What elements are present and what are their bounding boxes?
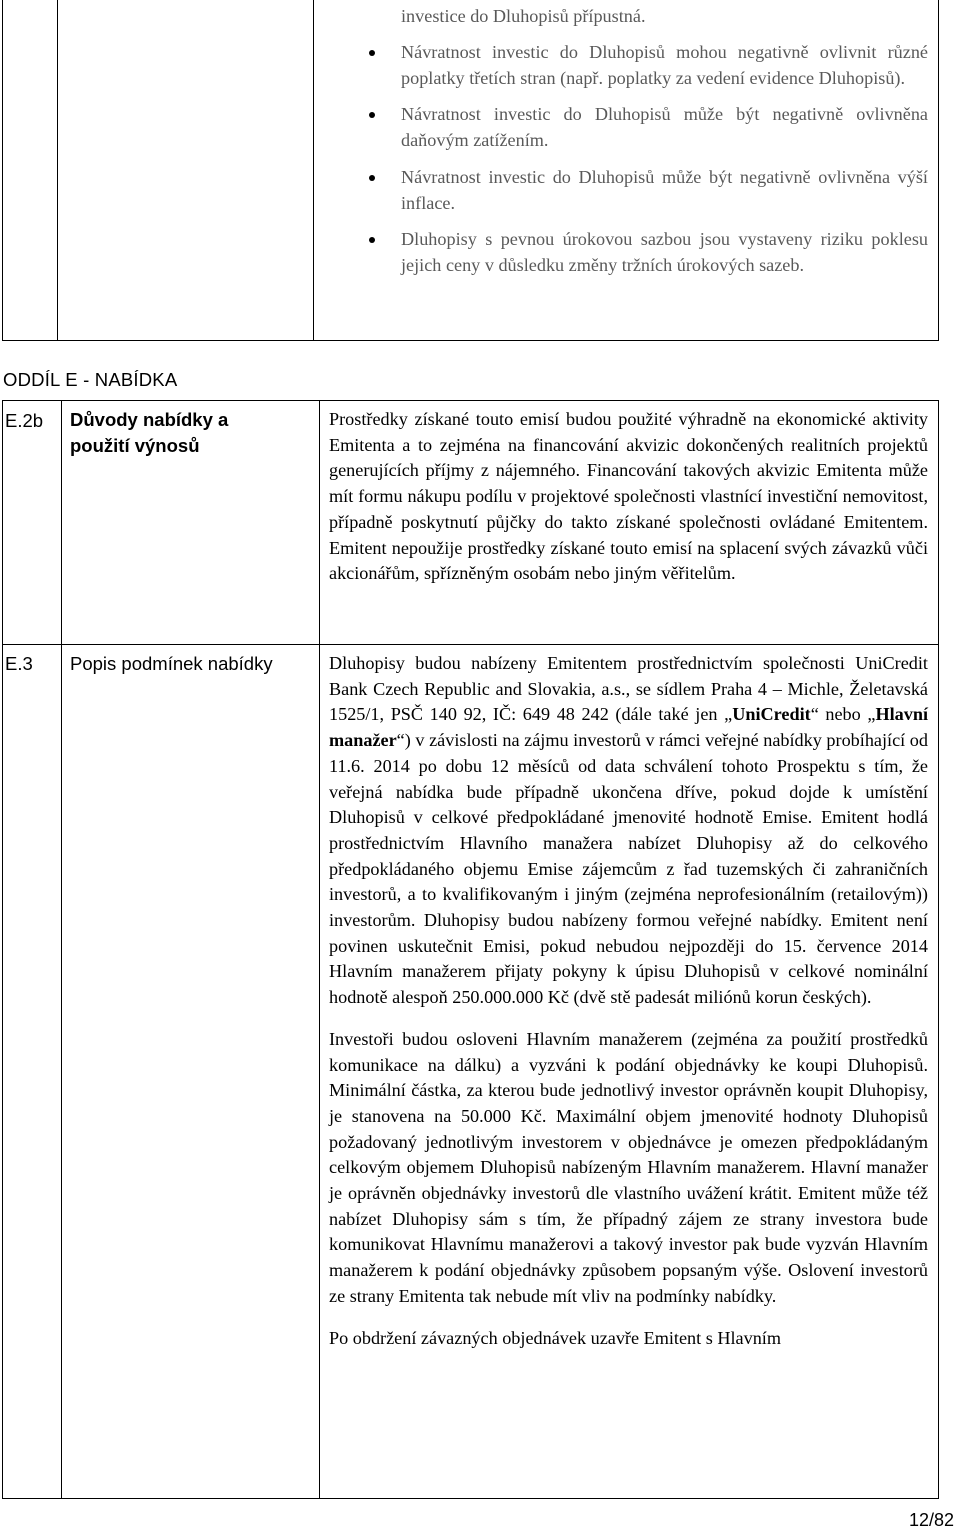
bullet-icon	[369, 50, 375, 56]
paragraph: Po obdržení závazných objednávek uzavře Emitent s Hlavním	[329, 1327, 782, 1348]
column-divider	[57, 0, 58, 340]
continued-text: investice do Dluhopisů přípustná.	[401, 6, 646, 26]
bullet-icon	[369, 112, 375, 118]
paragraph: Investoři budou osloveni Hlavním manažerem (zejména za použití prostředků komunikace na dálku) a vyzváni k podání objednávky ke koupi Dluhopisů. Minimální částka, za kterou bude jednotlivý investor oprávněn koupit Dluhopisy, je stanovena na 50.000 Kč. Maximální objem jmenovité hodnoty Dluhopisů požadovaný jednotlivým investorem v objednávce je omezen předpokládaným celkovým objemem Dluhopisů nabízeným Hlavním manažerem. Hlavní manažer je oprávněn objednávky investorů dle vlastního uvážení krátit. Emitent může též nabízet Dluhopisy sám s tím, že případný zájem ze strany investora bude komunikovat Hlavnímu manažerovi a takový investor pak bude vyzván Hlavním manažerem k podání objednávky způsobem popsaným výše. Oslovení investorů ze strany Emitenta tak nebude mít vliv na podmínky nabídky.	[329, 1028, 928, 1306]
list-item: Dluhopisy s pevnou úrokovou sazbou jsou vystaveny riziku poklesu jejich ceny v důsledku změny tržních úrokových sazeb.	[365, 227, 928, 278]
column-divider	[61, 401, 62, 1498]
row-code-e3: E.3	[5, 653, 33, 674]
list-item: Návratnost investic do Dluhopisů může být negativně ovlivněna výší inflace.	[365, 165, 928, 216]
bullet-icon	[369, 237, 375, 243]
row-divider	[3, 644, 938, 645]
row-text-e3	[329, 651, 928, 1351]
row-label-e2b: Důvody nabídky a použití výnosů	[70, 409, 229, 456]
page-number: 12/82	[908, 1510, 954, 1530]
column-divider	[319, 401, 320, 1498]
column-divider	[313, 0, 314, 340]
section-title: ODDÍL E - NABÍDKA	[3, 369, 178, 390]
paragraph: Prostředky získané touto emisí budou použité výhradně na ekonomické aktivity Emitenta a to zejména na financování akvizic dokončených realitních projektů generujících příjmy z nájemného. Financování takových akvizic Emitenta může mít formu nákupu podílu v projektové společnosti vlastnící investiční nemovitost, případně poskytnutí půjčky do takto získané společnosti ovládané Emitentem. Emitent nepoužije prostředky získané touto emisí na splacení svých závazků vůči akcionářům, spřízněným osobám nebo jiným věřitelům.	[329, 409, 928, 584]
list-item: Návratnost investic do Dluhopisů může být negativně ovlivněna daňovým zatížením.	[365, 102, 928, 153]
paragraph: Dluhopisy budou nabízeny Emitentem prostřednictvím společnosti UniCredit Bank Czech Republic and Slovakia, a.s., se sídlem Praha 4 – Michle, Želetavská 1525/1, PSČ 140 92, IČ: 649 48 242 (dále také jen „UniCredit“ nebo „Hlavní manažer“) v závislosti na zájmu investorů v rámci veřejné nabídky probíhající od 11.6. 2014 po dobu 12 měsíců od data schválení tohoto Prospektu s tím, že veřejná nabídka bude případně ukončena dříve, pokud dojde k umístění Dluhopisů v celkové předpokládané jmenovité hodnotě Emise. Emitent hodlá prostřednictvím Hlavního manažera nabízet Dluhopisy až do celkového předpokládaného objemu Emise zájemcům z řad tuzemských či zahraničních investorů, a to kvalifikovaným i jiným (zejména neprofesionálním (retailovým)) investorům. Dluhopisy budou nabízeny formou veřejné nabídky. Emitent není povinen uskutečnit Emisi, pokud nebudou nejpozději do 15. července 2014 Hlavním manažerem přijaty pokyny k úpisu Dluhopisů v celkové nominální hodnotě alespoň 250.000.000 Kč (dvě stě padesát miliónů korun českých).	[329, 653, 928, 1008]
row-text-e2b	[329, 407, 928, 587]
bullet-icon	[369, 175, 375, 181]
risk-bullet-list	[365, 40, 928, 290]
defined-term: UniCredit	[732, 704, 811, 725]
row-label-e3: Popis podmínek nabídky	[70, 653, 273, 674]
defined-term: Hlavní manažer	[329, 704, 928, 751]
row-code-e2b: E.2b	[5, 410, 44, 431]
list-item: Návratnost investic do Dluhopisů mohou negativně ovlivnit různé poplatky třetích stran (např. poplatky za vedení evidence Dluhopisů).	[365, 40, 928, 91]
